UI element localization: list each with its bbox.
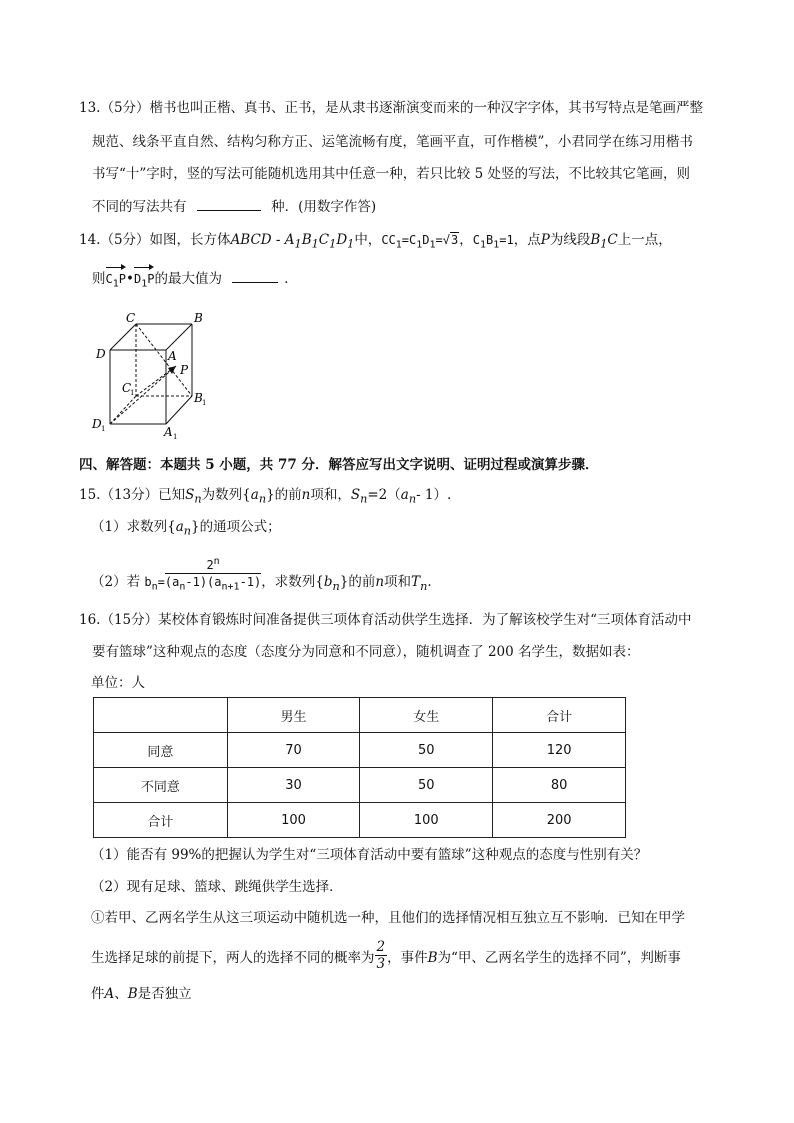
q14-condition-1: $CC_1=C_1D_1=√3$ xyxy=(381,233,459,251)
section-4-heading: 四、解答题：本题共 5 小题，共 77 分．解答应写出文字说明、证明过程或演算步骤． xyxy=(79,457,599,473)
survey-table xyxy=(93,697,626,838)
label-D: D xyxy=(96,347,106,361)
q16-line-1: 16.（15分）某校体育锻炼时间准备提供三项体育活动供学生选择．为了解该校学生对“三项体育活动中 xyxy=(79,612,692,628)
header-male: 男生 xyxy=(227,698,360,733)
q14-vector-d1p: $D_1P$ xyxy=(134,269,155,294)
q14-line-2: 则$C_1P•D_1P$的最大值为 ． xyxy=(92,268,298,294)
q15-b-formula: $b_n=$ $\frac{2^n}{(a_n-1)(a_{n+1}-1)}$ xyxy=(144,556,262,593)
q16-sub-1-line-3: 件A、B是否独立 xyxy=(91,986,192,1002)
table-header-row xyxy=(94,698,626,733)
svg-text:1: 1 xyxy=(101,425,106,433)
q14-intro: 14.（5分）如图，长方体 xyxy=(79,232,231,248)
q13-answer-blank[interactable] xyxy=(197,196,261,211)
q13-line-3: 书写“十”字时，竖的写法可能随机选用其中任意一种，若只比较 5 处竖的写法，不比较其它笔画，则 xyxy=(92,166,690,182)
label-B1: B xyxy=(194,391,203,405)
label-C1: C xyxy=(122,381,132,395)
q14-segment: $B_1C$ xyxy=(590,232,618,251)
q14-condition-2: $C_1B_1=1$ xyxy=(472,233,514,251)
q16-sub-1-line-2: 生选择足球的前提下，两人的选择不同的概率为 $\frac{2}{3}$ ，事件B为“甲、乙两名学生的选择不同”，判断事 xyxy=(91,939,681,972)
q16-part-2: （2）现有足球、篮球、跳绳供学生选择． xyxy=(91,879,343,895)
q16-part-1: （1）能否有 99%的把握认为学生对“三项体育活动中要有篮球”这种观点的态度与性别有关？ xyxy=(91,847,648,863)
q15-part-2: （2）若 $b_n=$ $\frac{2^n}{(a_n-1)(a_{n+1}-1)}$ ，求数列$\{b_n\}$的前n项和$T_n$. xyxy=(91,556,432,593)
label-P: P xyxy=(180,363,189,377)
header-female: 女生 xyxy=(360,698,493,733)
label-A: A xyxy=(168,349,177,363)
q14-answer-blank[interactable] xyxy=(232,268,278,283)
q15-part-1: （1）求数列$\{a_n\}$的通项公式； xyxy=(91,519,281,538)
cuboid-figure xyxy=(88,308,218,442)
q14-vector-c1p: $C_1P$ xyxy=(106,269,127,294)
table-row: 合计 100 100 200 xyxy=(94,803,626,838)
label-D1: D xyxy=(92,417,102,431)
svg-text:1: 1 xyxy=(130,389,135,397)
table-row: 同意 70 50 120 xyxy=(94,733,626,768)
q13-line-2: 规范、线条平直自然、结构匀称方正、运笔流畅有度，笔画平直，可作楷模”，小君同学在练习用楷书 xyxy=(92,134,693,150)
svg-text:1: 1 xyxy=(202,399,207,407)
q15-line-1: 15.（13分）已知$S_n$为数列$\{a_n\}$的前n项和，$S_n=2(a_n-$ 1）. xyxy=(79,487,452,506)
label-B: B xyxy=(194,311,203,325)
q16-unit: 单位：人 xyxy=(91,675,145,691)
label-C: C xyxy=(126,311,136,325)
q16-line-2: 要有篮球”这种观点的态度（态度分为同意和不同意），随机调查了 200 名学生，数据如表： xyxy=(92,644,640,660)
q14-box-name: ABCD - $A_1B_1C_1D_1$ xyxy=(230,232,355,251)
svg-text:1: 1 xyxy=(173,433,178,441)
q14-line-1: 14.（5分）如图，长方体ABCD - $A_1B_1C_1D_1$中，$CC_1=C_1D_1=√3$，$C_1B_1=1$，点P为线段$B_1C$上一点， xyxy=(79,232,672,251)
q16-sub-1-line-1: ①若甲、乙两名学生从这三项运动中随机选一种，且他们的选择情况相互独立互不影响．已知在甲学 xyxy=(91,910,685,926)
q13-line-4 xyxy=(92,196,376,217)
label-A1: A xyxy=(164,425,173,439)
header-total: 合计 xyxy=(493,698,626,733)
q13-line-1: 13.（5分）楷书也叫正楷、真书、正书，是从隶书逐渐演变而来的一种汉字字体，其书写特点是笔画严整 xyxy=(79,100,704,116)
table-row: 不同意 30 50 80 xyxy=(94,768,626,803)
q13-text: 不同的写法共有 xyxy=(92,199,187,215)
q13-text-end: 种．(用数字作答) xyxy=(271,199,377,215)
